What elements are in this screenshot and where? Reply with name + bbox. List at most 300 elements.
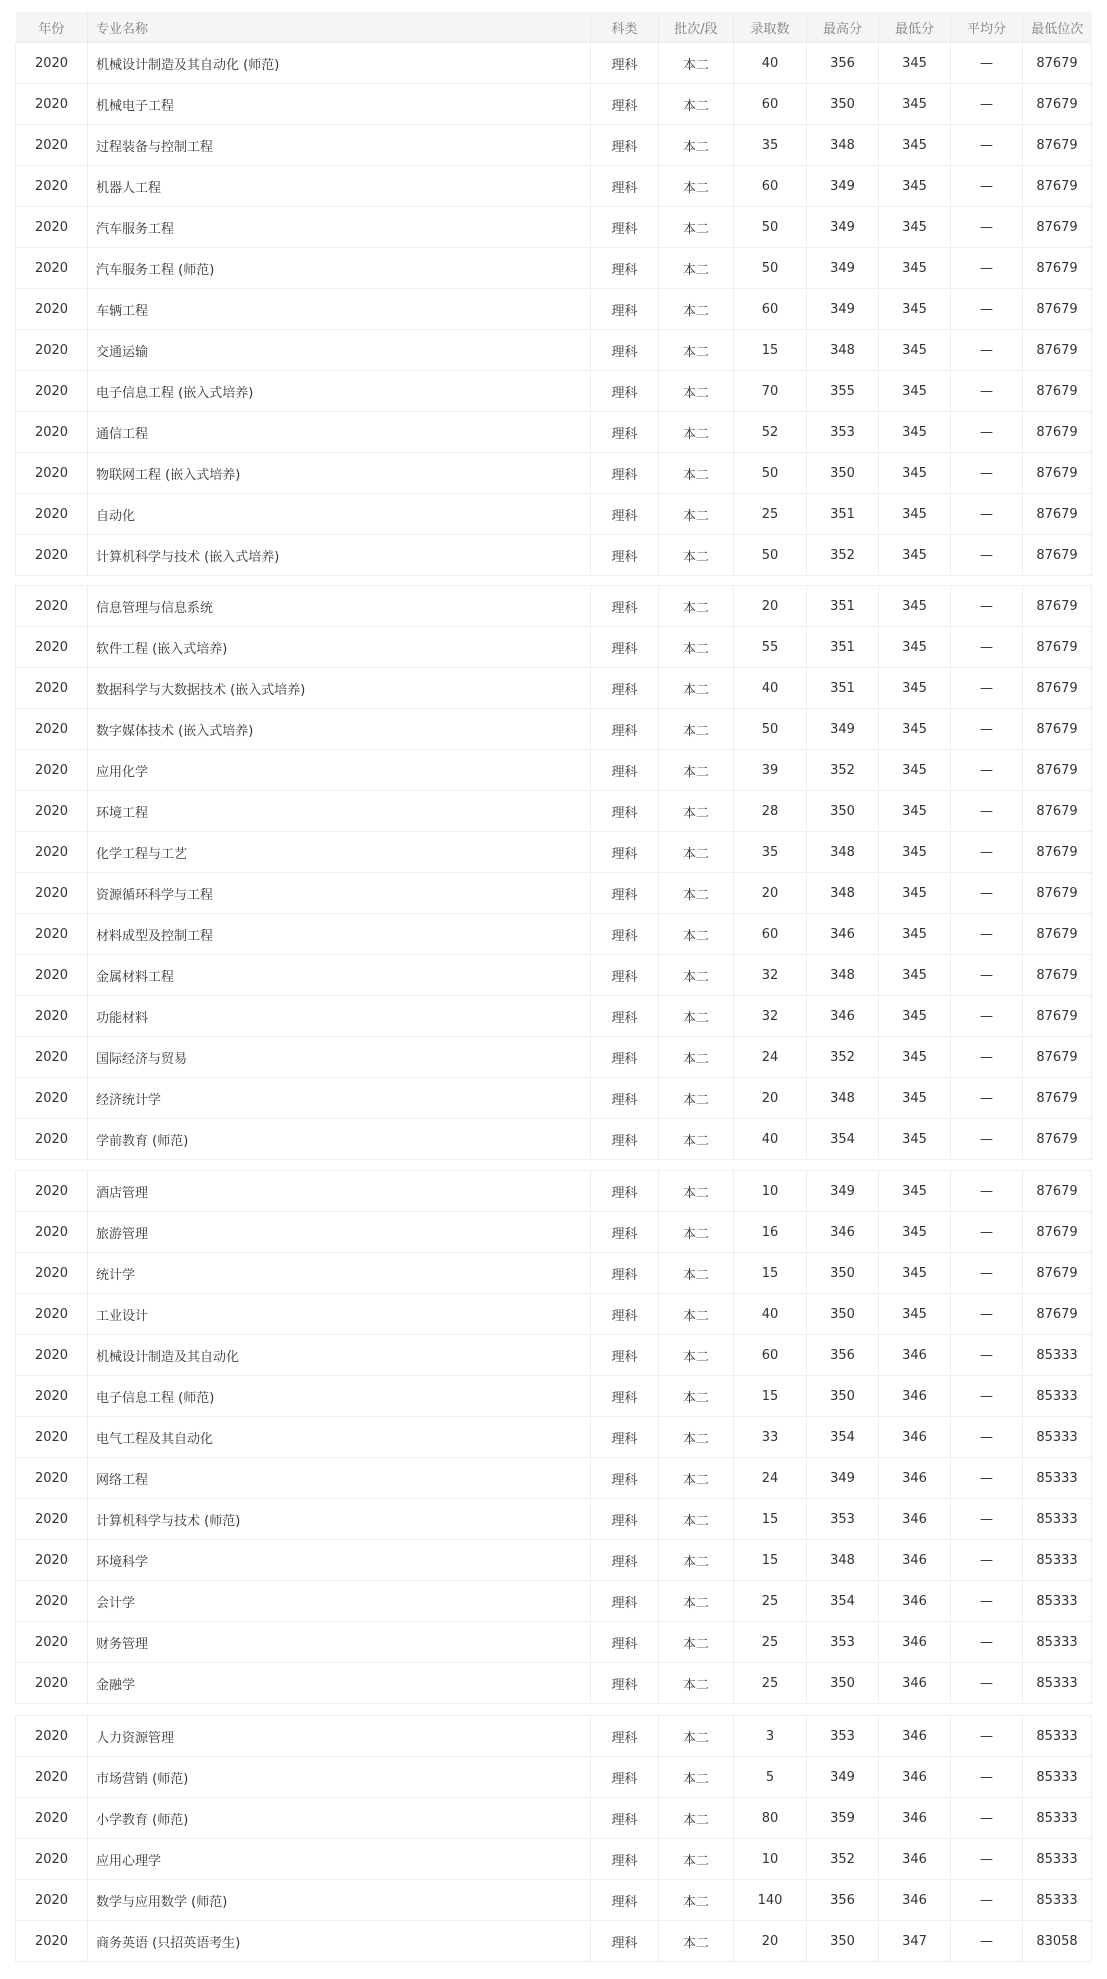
cell-batch: 本二: [659, 1622, 734, 1663]
table-row: [16, 1622, 1092, 1663]
cell-batch: 本二: [659, 1798, 734, 1839]
cell-avg-score: —: [951, 1294, 1023, 1335]
cell-batch: 本二: [659, 494, 734, 535]
cell-max-score: 352: [807, 1839, 879, 1880]
cell-avg-score: —: [951, 1037, 1023, 1078]
cell-avg-score: —: [951, 43, 1023, 84]
cell-year: 2020: [16, 535, 88, 576]
cell-min-rank: 87679: [1023, 791, 1092, 832]
cell-min-rank: 87679: [1023, 371, 1092, 412]
cell-count: 32: [734, 996, 807, 1037]
cell-min-rank: 87679: [1023, 289, 1092, 330]
cell-avg-score: —: [951, 709, 1023, 750]
header-max-score: 最高分: [807, 12, 879, 43]
cell-avg-score: —: [951, 535, 1023, 576]
cell-count: 60: [734, 914, 807, 955]
cell-min-score: 345: [879, 43, 951, 84]
cell-type: 理科: [591, 914, 659, 955]
cell-year: 2020: [16, 1119, 88, 1160]
cell-min-rank: 85333: [1023, 1540, 1092, 1581]
cell-type: 理科: [591, 412, 659, 453]
cell-min-rank: 85333: [1023, 1663, 1092, 1704]
cell-year: 2020: [16, 1581, 88, 1622]
cell-max-score: 351: [807, 586, 879, 627]
cell-min-score: 346: [879, 1417, 951, 1458]
cell-year: 2020: [16, 955, 88, 996]
cell-max-score: 351: [807, 668, 879, 709]
cell-type: 理科: [591, 1376, 659, 1417]
cell-batch: 本二: [659, 125, 734, 166]
cell-batch: 本二: [659, 453, 734, 494]
cell-batch: 本二: [659, 207, 734, 248]
cell-max-score: 350: [807, 791, 879, 832]
table-body-3: [16, 1171, 1092, 1704]
cell-batch: 本二: [659, 371, 734, 412]
cell-type: 理科: [591, 1540, 659, 1581]
cell-avg-score: —: [951, 996, 1023, 1037]
cell-year: 2020: [16, 412, 88, 453]
cell-max-score: 348: [807, 955, 879, 996]
table-row: [16, 43, 1092, 84]
cell-type: 理科: [591, 166, 659, 207]
cell-avg-score: —: [951, 832, 1023, 873]
cell-major: 数学与应用数学 (师范): [88, 1880, 591, 1921]
cell-max-score: 350: [807, 1663, 879, 1704]
cell-min-score: 345: [879, 832, 951, 873]
cell-batch: 本二: [659, 1880, 734, 1921]
cell-count: 3: [734, 1716, 807, 1757]
cell-type: 理科: [591, 1212, 659, 1253]
cell-min-rank: 85333: [1023, 1417, 1092, 1458]
cell-min-rank: 87679: [1023, 535, 1092, 576]
cell-count: 140: [734, 1880, 807, 1921]
cell-min-rank: 85333: [1023, 1581, 1092, 1622]
cell-major: 交通运输: [88, 330, 591, 371]
table-header: [16, 12, 1092, 43]
cell-batch: 本二: [659, 1294, 734, 1335]
cell-max-score: 355: [807, 371, 879, 412]
cell-min-rank: 87679: [1023, 832, 1092, 873]
cell-max-score: 348: [807, 1078, 879, 1119]
cell-min-score: 346: [879, 1716, 951, 1757]
cell-count: 35: [734, 125, 807, 166]
cell-type: 理科: [591, 586, 659, 627]
cell-count: 52: [734, 412, 807, 453]
table-row: [16, 791, 1092, 832]
header-avg-score: 平均分: [951, 12, 1023, 43]
cell-avg-score: —: [951, 248, 1023, 289]
cell-batch: 本二: [659, 1212, 734, 1253]
cell-year: 2020: [16, 1253, 88, 1294]
cell-min-score: 346: [879, 1757, 951, 1798]
cell-min-rank: 87679: [1023, 125, 1092, 166]
table-row: [16, 709, 1092, 750]
cell-min-rank: 87679: [1023, 84, 1092, 125]
cell-min-rank: 85333: [1023, 1335, 1092, 1376]
cell-min-rank: 85333: [1023, 1716, 1092, 1757]
table-row: [16, 873, 1092, 914]
cell-year: 2020: [16, 371, 88, 412]
cell-min-score: 345: [879, 1171, 951, 1212]
cell-max-score: 352: [807, 535, 879, 576]
cell-type: 理科: [591, 873, 659, 914]
cell-major: 财务管理: [88, 1622, 591, 1663]
cell-batch: 本二: [659, 750, 734, 791]
cell-batch: 本二: [659, 1119, 734, 1160]
cell-count: 50: [734, 453, 807, 494]
table-block-3: [15, 1170, 1091, 1704]
cell-type: 理科: [591, 453, 659, 494]
cell-min-rank: 85333: [1023, 1839, 1092, 1880]
cell-batch: 本二: [659, 1037, 734, 1078]
cell-avg-score: —: [951, 453, 1023, 494]
cell-batch: 本二: [659, 43, 734, 84]
header-count: 录取数: [734, 12, 807, 43]
cell-type: 理科: [591, 627, 659, 668]
cell-type: 理科: [591, 1335, 659, 1376]
cell-batch: 本二: [659, 1335, 734, 1376]
cell-count: 15: [734, 1376, 807, 1417]
cell-min-score: 346: [879, 1581, 951, 1622]
cell-year: 2020: [16, 750, 88, 791]
cell-batch: 本二: [659, 873, 734, 914]
cell-min-rank: 87679: [1023, 750, 1092, 791]
cell-count: 32: [734, 955, 807, 996]
cell-min-rank: 83058: [1023, 1921, 1092, 1962]
cell-major: 通信工程: [88, 412, 591, 453]
cell-type: 理科: [591, 1499, 659, 1540]
cell-year: 2020: [16, 1499, 88, 1540]
cell-year: 2020: [16, 1417, 88, 1458]
cell-min-score: 345: [879, 1078, 951, 1119]
table-row: [16, 453, 1092, 494]
cell-max-score: 350: [807, 453, 879, 494]
cell-type: 理科: [591, 709, 659, 750]
cell-type: 理科: [591, 535, 659, 576]
cell-batch: 本二: [659, 709, 734, 750]
cell-batch: 本二: [659, 627, 734, 668]
table-row: [16, 1798, 1092, 1839]
cell-year: 2020: [16, 1458, 88, 1499]
cell-min-rank: 87679: [1023, 955, 1092, 996]
cell-count: 24: [734, 1458, 807, 1499]
cell-major: 过程装备与控制工程: [88, 125, 591, 166]
cell-count: 20: [734, 873, 807, 914]
cell-year: 2020: [16, 125, 88, 166]
cell-min-score: 345: [879, 750, 951, 791]
cell-major: 软件工程 (嵌入式培养): [88, 627, 591, 668]
table-body-2: [16, 586, 1092, 1160]
cell-major: 机械设计制造及其自动化: [88, 1335, 591, 1376]
cell-min-score: 345: [879, 791, 951, 832]
cell-min-rank: 87679: [1023, 1078, 1092, 1119]
cell-type: 理科: [591, 1294, 659, 1335]
cell-type: 理科: [591, 1798, 659, 1839]
cell-count: 24: [734, 1037, 807, 1078]
cell-max-score: 348: [807, 832, 879, 873]
cell-year: 2020: [16, 166, 88, 207]
cell-count: 25: [734, 494, 807, 535]
cell-max-score: 353: [807, 412, 879, 453]
cell-type: 理科: [591, 1581, 659, 1622]
cell-min-rank: 87679: [1023, 412, 1092, 453]
table-row: [16, 1581, 1092, 1622]
cell-type: 理科: [591, 1839, 659, 1880]
cell-avg-score: —: [951, 1880, 1023, 1921]
cell-max-score: 349: [807, 207, 879, 248]
cell-type: 理科: [591, 248, 659, 289]
cell-major: 旅游管理: [88, 1212, 591, 1253]
cell-min-rank: 87679: [1023, 1294, 1092, 1335]
cell-avg-score: —: [951, 1458, 1023, 1499]
cell-avg-score: —: [951, 955, 1023, 996]
cell-min-score: 345: [879, 371, 951, 412]
table-row: [16, 914, 1092, 955]
cell-year: 2020: [16, 1921, 88, 1962]
cell-count: 25: [734, 1581, 807, 1622]
cell-min-rank: 85333: [1023, 1798, 1092, 1839]
cell-avg-score: —: [951, 1335, 1023, 1376]
cell-batch: 本二: [659, 832, 734, 873]
cell-max-score: 354: [807, 1119, 879, 1160]
table-row: [16, 371, 1092, 412]
cell-min-score: 345: [879, 873, 951, 914]
table-row: [16, 330, 1092, 371]
cell-batch: 本二: [659, 914, 734, 955]
cell-type: 理科: [591, 371, 659, 412]
cell-year: 2020: [16, 1757, 88, 1798]
cell-min-score: 345: [879, 586, 951, 627]
cell-batch: 本二: [659, 330, 734, 371]
cell-max-score: 352: [807, 750, 879, 791]
table-row: [16, 248, 1092, 289]
cell-batch: 本二: [659, 586, 734, 627]
cell-major: 汽车服务工程: [88, 207, 591, 248]
cell-avg-score: —: [951, 1622, 1023, 1663]
table-row: [16, 1921, 1092, 1962]
cell-min-score: 346: [879, 1376, 951, 1417]
cell-major: 资源循环科学与工程: [88, 873, 591, 914]
table-row: [16, 1119, 1092, 1160]
cell-type: 理科: [591, 330, 659, 371]
table-row: [16, 955, 1092, 996]
cell-major: 网络工程: [88, 1458, 591, 1499]
cell-type: 理科: [591, 1757, 659, 1798]
table-row: [16, 996, 1092, 1037]
cell-batch: 本二: [659, 1078, 734, 1119]
cell-min-rank: 87679: [1023, 668, 1092, 709]
cell-min-rank: 87679: [1023, 494, 1092, 535]
cell-avg-score: —: [951, 914, 1023, 955]
cell-min-score: 345: [879, 84, 951, 125]
cell-batch: 本二: [659, 1757, 734, 1798]
table-row: [16, 627, 1092, 668]
cell-major: 计算机科学与技术 (嵌入式培养): [88, 535, 591, 576]
cell-avg-score: —: [951, 1716, 1023, 1757]
cell-min-score: 345: [879, 330, 951, 371]
cell-year: 2020: [16, 1212, 88, 1253]
cell-min-rank: 87679: [1023, 1119, 1092, 1160]
cell-min-rank: 85333: [1023, 1757, 1092, 1798]
cell-year: 2020: [16, 996, 88, 1037]
cell-year: 2020: [16, 1294, 88, 1335]
cell-year: 2020: [16, 289, 88, 330]
cell-min-score: 345: [879, 709, 951, 750]
cell-min-rank: 85333: [1023, 1622, 1092, 1663]
cell-type: 理科: [591, 1417, 659, 1458]
cell-year: 2020: [16, 1663, 88, 1704]
cell-major: 计算机科学与技术 (师范): [88, 1499, 591, 1540]
cell-min-score: 346: [879, 1798, 951, 1839]
cell-year: 2020: [16, 668, 88, 709]
cell-avg-score: —: [951, 627, 1023, 668]
cell-min-score: 345: [879, 248, 951, 289]
cell-avg-score: —: [951, 1581, 1023, 1622]
cell-major: 会计学: [88, 1581, 591, 1622]
cell-avg-score: —: [951, 1212, 1023, 1253]
cell-count: 50: [734, 709, 807, 750]
table-row: [16, 207, 1092, 248]
cell-min-rank: 87679: [1023, 1253, 1092, 1294]
cell-min-rank: 85333: [1023, 1880, 1092, 1921]
cell-max-score: 350: [807, 1921, 879, 1962]
cell-min-score: 345: [879, 494, 951, 535]
cell-major: 材料成型及控制工程: [88, 914, 591, 955]
cell-type: 理科: [591, 43, 659, 84]
cell-count: 15: [734, 1499, 807, 1540]
table-row: [16, 494, 1092, 535]
cell-count: 35: [734, 832, 807, 873]
cell-major: 数字媒体技术 (嵌入式培养): [88, 709, 591, 750]
cell-avg-score: —: [951, 1119, 1023, 1160]
cell-major: 工业设计: [88, 1294, 591, 1335]
cell-count: 70: [734, 371, 807, 412]
table-row: [16, 586, 1092, 627]
cell-max-score: 346: [807, 914, 879, 955]
cell-count: 16: [734, 1212, 807, 1253]
admission-table: [15, 1715, 1092, 1962]
cell-major: 商务英语 (只招英语考生): [88, 1921, 591, 1962]
cell-min-score: 345: [879, 996, 951, 1037]
cell-major: 机械电子工程: [88, 84, 591, 125]
cell-avg-score: —: [951, 207, 1023, 248]
cell-max-score: 350: [807, 1253, 879, 1294]
table-row: [16, 535, 1092, 576]
table-row: [16, 412, 1092, 453]
cell-batch: 本二: [659, 1171, 734, 1212]
cell-max-score: 356: [807, 1880, 879, 1921]
cell-batch: 本二: [659, 1376, 734, 1417]
cell-avg-score: —: [951, 1499, 1023, 1540]
cell-year: 2020: [16, 1171, 88, 1212]
cell-avg-score: —: [951, 1798, 1023, 1839]
cell-count: 33: [734, 1417, 807, 1458]
cell-max-score: 349: [807, 1458, 879, 1499]
cell-avg-score: —: [951, 1078, 1023, 1119]
cell-min-score: 346: [879, 1622, 951, 1663]
cell-count: 25: [734, 1622, 807, 1663]
cell-min-score: 346: [879, 1839, 951, 1880]
cell-min-score: 345: [879, 627, 951, 668]
table-row: [16, 125, 1092, 166]
cell-count: 10: [734, 1171, 807, 1212]
cell-major: 化学工程与工艺: [88, 832, 591, 873]
cell-batch: 本二: [659, 1458, 734, 1499]
cell-min-score: 346: [879, 1663, 951, 1704]
cell-type: 理科: [591, 832, 659, 873]
table-block-4: [15, 1715, 1091, 1962]
cell-max-score: 346: [807, 1212, 879, 1253]
cell-count: 40: [734, 1119, 807, 1160]
cell-min-rank: 87679: [1023, 1212, 1092, 1253]
cell-major: 数据科学与大数据技术 (嵌入式培养): [88, 668, 591, 709]
cell-min-rank: 87679: [1023, 996, 1092, 1037]
cell-count: 55: [734, 627, 807, 668]
cell-min-rank: 87679: [1023, 709, 1092, 750]
cell-batch: 本二: [659, 289, 734, 330]
cell-year: 2020: [16, 1376, 88, 1417]
cell-major: 统计学: [88, 1253, 591, 1294]
cell-min-rank: 87679: [1023, 586, 1092, 627]
cell-type: 理科: [591, 1078, 659, 1119]
cell-max-score: 348: [807, 1540, 879, 1581]
cell-batch: 本二: [659, 955, 734, 996]
table-row: [16, 1839, 1092, 1880]
cell-count: 50: [734, 248, 807, 289]
table-row: [16, 1078, 1092, 1119]
cell-max-score: 348: [807, 330, 879, 371]
cell-batch: 本二: [659, 1839, 734, 1880]
cell-type: 理科: [591, 1663, 659, 1704]
cell-min-score: 345: [879, 1037, 951, 1078]
cell-min-rank: 87679: [1023, 1037, 1092, 1078]
cell-major: 信息管理与信息系统: [88, 586, 591, 627]
table-row: [16, 1716, 1092, 1757]
cell-count: 50: [734, 535, 807, 576]
table-row: [16, 1376, 1092, 1417]
cell-count: 60: [734, 84, 807, 125]
cell-major: 物联网工程 (嵌入式培养): [88, 453, 591, 494]
cell-avg-score: —: [951, 1417, 1023, 1458]
cell-type: 理科: [591, 207, 659, 248]
cell-avg-score: —: [951, 1171, 1023, 1212]
cell-count: 80: [734, 1798, 807, 1839]
cell-type: 理科: [591, 289, 659, 330]
cell-max-score: 348: [807, 873, 879, 914]
cell-avg-score: —: [951, 1540, 1023, 1581]
cell-count: 40: [734, 1294, 807, 1335]
cell-count: 15: [734, 1253, 807, 1294]
table-row: [16, 750, 1092, 791]
cell-batch: 本二: [659, 166, 734, 207]
cell-min-score: 345: [879, 412, 951, 453]
cell-max-score: 351: [807, 627, 879, 668]
cell-min-score: 345: [879, 207, 951, 248]
cell-major: 机器人工程: [88, 166, 591, 207]
cell-min-score: 345: [879, 1119, 951, 1160]
cell-min-rank: 87679: [1023, 873, 1092, 914]
cell-min-score: 345: [879, 289, 951, 330]
cell-major: 酒店管理: [88, 1171, 591, 1212]
cell-batch: 本二: [659, 1663, 734, 1704]
cell-major: 应用化学: [88, 750, 591, 791]
cell-year: 2020: [16, 1540, 88, 1581]
cell-count: 50: [734, 207, 807, 248]
cell-batch: 本二: [659, 84, 734, 125]
cell-count: 40: [734, 668, 807, 709]
cell-count: 28: [734, 791, 807, 832]
cell-batch: 本二: [659, 996, 734, 1037]
